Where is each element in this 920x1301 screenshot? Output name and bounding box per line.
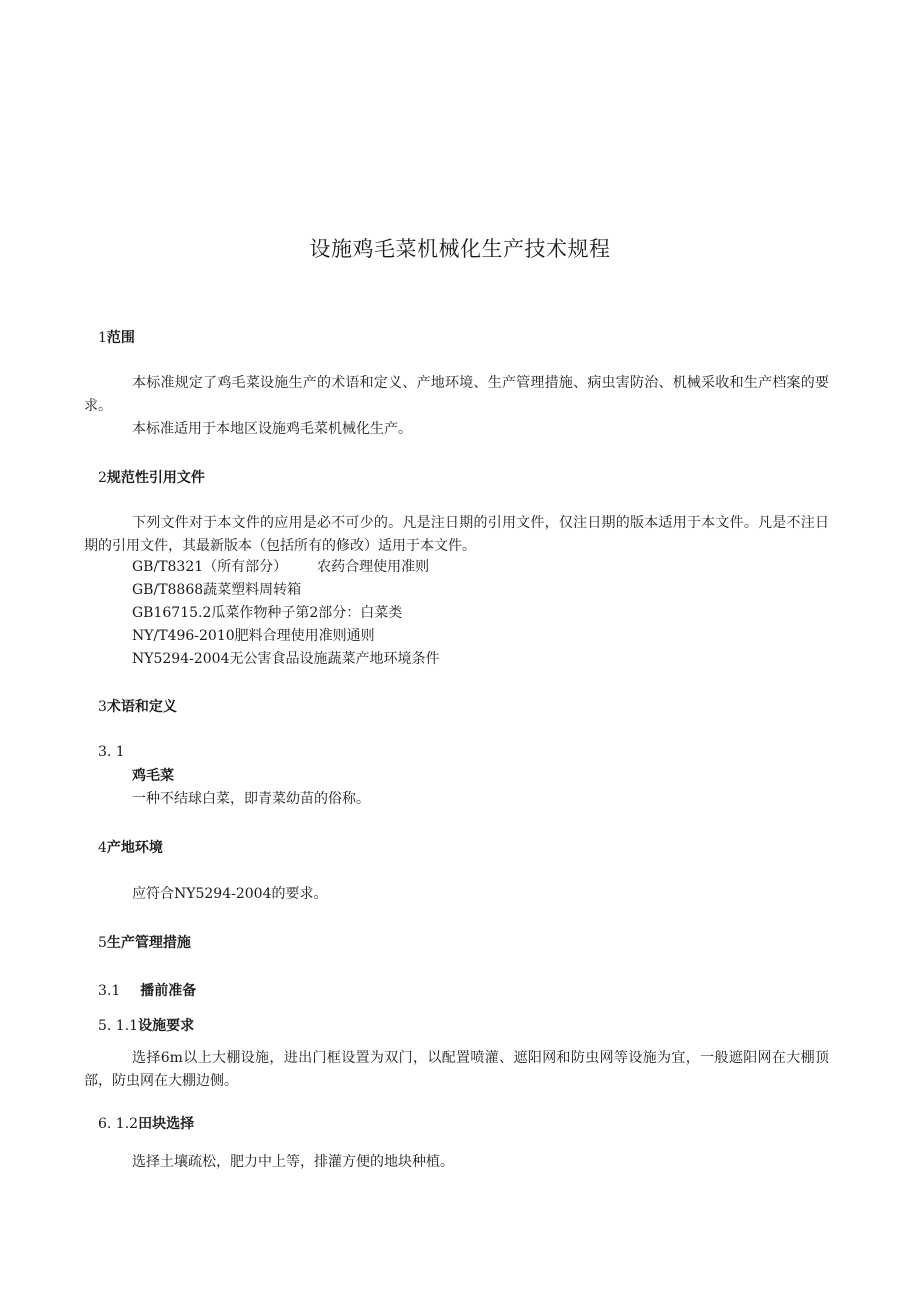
references-intro-paragraph: 下列文件对于本文件的应用是必不可少的。凡是注日期的引用文件，仅注日期的版本适用于本文件。凡是不注日期的引用文件，其最新版本（包括所有的修改）适用于本文件。 [84, 515, 829, 554]
reference-title: 农药合理使用准则 [317, 559, 430, 575]
subsection-number: 6. 1.2 [98, 1116, 139, 1132]
section-number: 4 [98, 840, 107, 856]
reference-title: 无公害食品设施蔬菜产地环境条件 [229, 651, 440, 667]
reference-item [132, 626, 375, 646]
subsection-heading-field-selection [98, 1113, 194, 1133]
section-title: 范围 [106, 330, 135, 346]
section-number: 1 [98, 330, 107, 346]
reference-code: GB/T8321（所有部分） [132, 559, 288, 575]
subsection-title: 播前准备 [140, 983, 197, 999]
reference-code: GB/T8868 [132, 582, 204, 598]
reference-title: 瓜菜作物种子第2部分：白菜类 [211, 605, 403, 621]
section-heading-production-management [98, 932, 191, 952]
subsection-number: 3. 1 [98, 744, 125, 760]
field-selection-paragraph: 选择土壤疏松，肥力中上等，排灌方便的地块种植。 [132, 1154, 454, 1170]
subsection-title: 田块选择 [138, 1116, 195, 1132]
section-number: 5 [98, 935, 107, 951]
section-title: 产地环境 [106, 840, 163, 856]
facility-requirements-paragraph: 选择6m以上大棚设施，进出门框设置为双门，以配置喷灌、遮阳网和防虫网等设施为宜，一般遮阳网在大棚顶部，防虫网在大棚边侧。 [84, 1050, 829, 1089]
reference-code: NY/T496-2010 [132, 628, 235, 644]
subsection-heading-pre-sowing [98, 980, 196, 1000]
document-title: 设施鸡毛菜机械化生产技术规程 [309, 237, 611, 261]
subsection-heading-facility-requirements [98, 1015, 194, 1035]
reference-item [132, 603, 402, 623]
reference-code: NY5294-2004 [132, 651, 230, 667]
reference-title: 肥料合理使用准则通则 [234, 628, 375, 644]
term-definition: 一种不结球白菜，即青菜幼苗的俗称。 [132, 791, 370, 807]
reference-title: 蔬菜塑料周转箱 [203, 582, 302, 598]
section-number: 3 [98, 699, 107, 715]
section-title: 术语和定义 [106, 699, 177, 715]
environment-paragraph: 应符合NY5294-2004的要求。 [132, 886, 328, 902]
section-title: 生产管理措施 [106, 935, 191, 951]
section-heading-terms-definitions [98, 696, 177, 716]
term-name: 鸡毛菜 [132, 768, 174, 784]
reference-code: GB16715.2 [132, 605, 212, 621]
subsection-number: 5. 1.1 [98, 1018, 139, 1034]
reference-item [132, 580, 301, 600]
section-number: 2 [98, 470, 107, 486]
subsection-number: 3.1 [98, 983, 121, 999]
section-heading-scope [98, 327, 135, 347]
section-title: 规范性引用文件 [106, 470, 205, 486]
subsection-title: 设施要求 [138, 1018, 195, 1034]
section-heading-normative-references [98, 467, 205, 487]
scope-paragraph-2: 本标准适用于本地区设施鸡毛菜机械化生产。 [132, 421, 412, 437]
scope-paragraph-1: 本标准规定了鸡毛菜设施生产的术语和定义、产地环境、生产管理措施、病虫害防治、机械采收和生产档案的要求。 [84, 375, 829, 414]
reference-item [132, 557, 429, 577]
reference-item [132, 649, 439, 669]
section-heading-production-environment [98, 837, 163, 857]
